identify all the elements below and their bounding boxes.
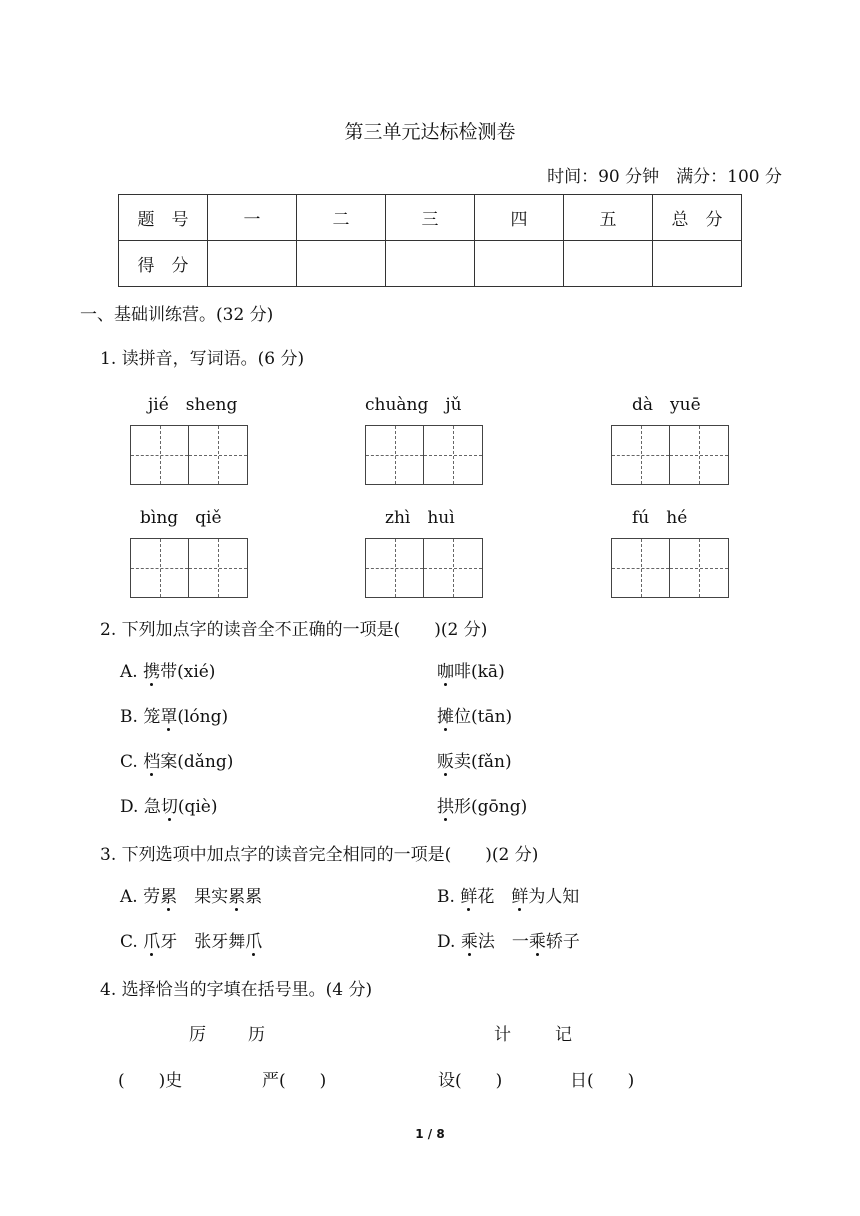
option-text: 花 — [477, 887, 512, 907]
page-number: 1 / 8 — [415, 1127, 445, 1141]
word-pre: 急 — [143, 797, 161, 817]
option-a[interactable] — [120, 882, 262, 907]
option-text: 轿子 — [545, 932, 580, 952]
option-text: 为人知 — [528, 887, 580, 907]
pinyin-label: dà yuē — [632, 395, 701, 415]
dotted-char: 鲜 — [511, 882, 528, 907]
score-input-cell[interactable] — [297, 241, 386, 287]
dotted-char: 鲜 — [460, 882, 477, 907]
dotted-char: 爪 — [245, 927, 262, 952]
dotted-char: 咖 — [437, 657, 454, 682]
fill-blank[interactable]: 日( ) — [570, 1071, 635, 1091]
dotted-char: 乘 — [461, 927, 478, 952]
pinyin-label: zhì huì — [385, 508, 455, 528]
dotted-char: 罩 — [160, 702, 177, 727]
dotted-char: 切 — [161, 792, 178, 817]
option-letter: B. — [120, 707, 138, 727]
writing-grid[interactable] — [130, 425, 248, 485]
score-input-cell[interactable] — [564, 241, 653, 287]
fill-blank[interactable]: 设( ) — [438, 1071, 503, 1091]
table-row — [119, 195, 742, 241]
option-text: D. — [437, 932, 461, 952]
option-a-word2 — [437, 657, 505, 682]
table-cell: 三 — [386, 195, 475, 241]
option-text: C. — [120, 932, 144, 952]
pinyin-label: jié sheng — [148, 395, 238, 415]
option-a-word1[interactable] — [120, 657, 215, 682]
dotted-char: 携 — [143, 657, 160, 682]
option-text: 法 一 — [477, 932, 529, 952]
word-rest: 案(dǎng) — [160, 752, 234, 772]
writing-grid[interactable] — [611, 425, 729, 485]
table-cell: 总 分 — [653, 195, 742, 241]
dotted-char: 档 — [143, 747, 160, 772]
table-cell: 题 号 — [119, 195, 208, 241]
table-cell: 得 分 — [119, 241, 208, 287]
dotted-char: 乘 — [529, 927, 546, 952]
option-d-word1[interactable] — [120, 792, 218, 817]
option-text: 果实 — [177, 887, 229, 907]
dotted-char: 贩 — [437, 747, 454, 772]
writing-grid[interactable] — [611, 538, 729, 598]
table-cell: 二 — [297, 195, 386, 241]
pinyin-label: fú hé — [632, 508, 688, 528]
section-heading: 一、基础训练营。(32 分) — [80, 305, 274, 325]
option-letter: D. — [120, 797, 139, 817]
question-3-stem: 3. 下列选项中加点字的读音完全相同的一项是( )(2 分) — [100, 845, 539, 865]
word-rest: 形(gōng) — [454, 797, 528, 817]
dotted-char: 累 — [228, 882, 245, 907]
option-c-word2 — [437, 747, 512, 772]
page-title: 第三单元达标检测卷 — [344, 121, 516, 143]
word-rest: 啡(kā) — [454, 662, 505, 682]
option-text: B. — [437, 887, 461, 907]
table-row — [119, 241, 742, 287]
option-text: A. 劳 — [120, 887, 161, 907]
writing-grid[interactable] — [365, 538, 483, 598]
choice-char: 计 — [494, 1025, 511, 1045]
pinyin-label: chuàng jǔ — [365, 395, 462, 415]
choice-char: 历 — [248, 1025, 265, 1045]
pinyin-label: bìng qiě — [140, 508, 222, 528]
option-b-word1[interactable] — [120, 702, 228, 727]
option-d-word2 — [437, 792, 527, 817]
option-d[interactable] — [437, 927, 580, 952]
score-input-cell[interactable] — [208, 241, 297, 287]
choice-char: 厉 — [189, 1025, 206, 1045]
score-input-cell[interactable] — [475, 241, 564, 287]
dotted-char: 累 — [160, 882, 177, 907]
question-1-stem: 1. 读拼音，写词语。(6 分) — [100, 349, 305, 369]
option-text: 牙 张牙舞 — [160, 932, 246, 952]
question-4-stem: 4. 选择恰当的字填在括号里。(4 分) — [100, 980, 373, 1000]
option-b[interactable] — [437, 882, 579, 907]
word-rest: 卖(fǎn) — [454, 752, 512, 772]
word-rest: 位(tān) — [454, 707, 513, 727]
word-rest: 带(xié) — [160, 662, 216, 682]
writing-grid[interactable] — [130, 538, 248, 598]
option-c[interactable] — [120, 927, 262, 952]
score-table — [118, 194, 742, 287]
fill-blank[interactable]: ( )史 — [118, 1071, 183, 1091]
choice-char: 记 — [555, 1025, 572, 1045]
table-cell: 四 — [475, 195, 564, 241]
exam-meta: 时间：90 分钟 满分：100 分 — [547, 167, 782, 187]
dotted-char: 爪 — [143, 927, 160, 952]
option-letter: C. — [120, 752, 138, 772]
question-2-stem: 2. 下列加点字的读音全不正确的一项是( )(2 分) — [100, 620, 488, 640]
dotted-char: 摊 — [437, 702, 454, 727]
word-pre: 笼 — [143, 707, 161, 727]
score-input-cell[interactable] — [386, 241, 475, 287]
option-c-word1[interactable] — [120, 747, 233, 772]
word-rest: (lóng) — [177, 707, 229, 727]
dotted-char: 拱 — [437, 792, 454, 817]
writing-grid[interactable] — [365, 425, 483, 485]
option-letter: A. — [120, 662, 138, 682]
fill-blank[interactable]: 严( ) — [262, 1071, 327, 1091]
option-text: 累 — [245, 887, 263, 907]
score-input-cell[interactable] — [653, 241, 742, 287]
table-cell: 一 — [208, 195, 297, 241]
table-cell: 五 — [564, 195, 653, 241]
option-b-word2 — [437, 702, 512, 727]
word-rest: (qiè) — [177, 797, 218, 817]
